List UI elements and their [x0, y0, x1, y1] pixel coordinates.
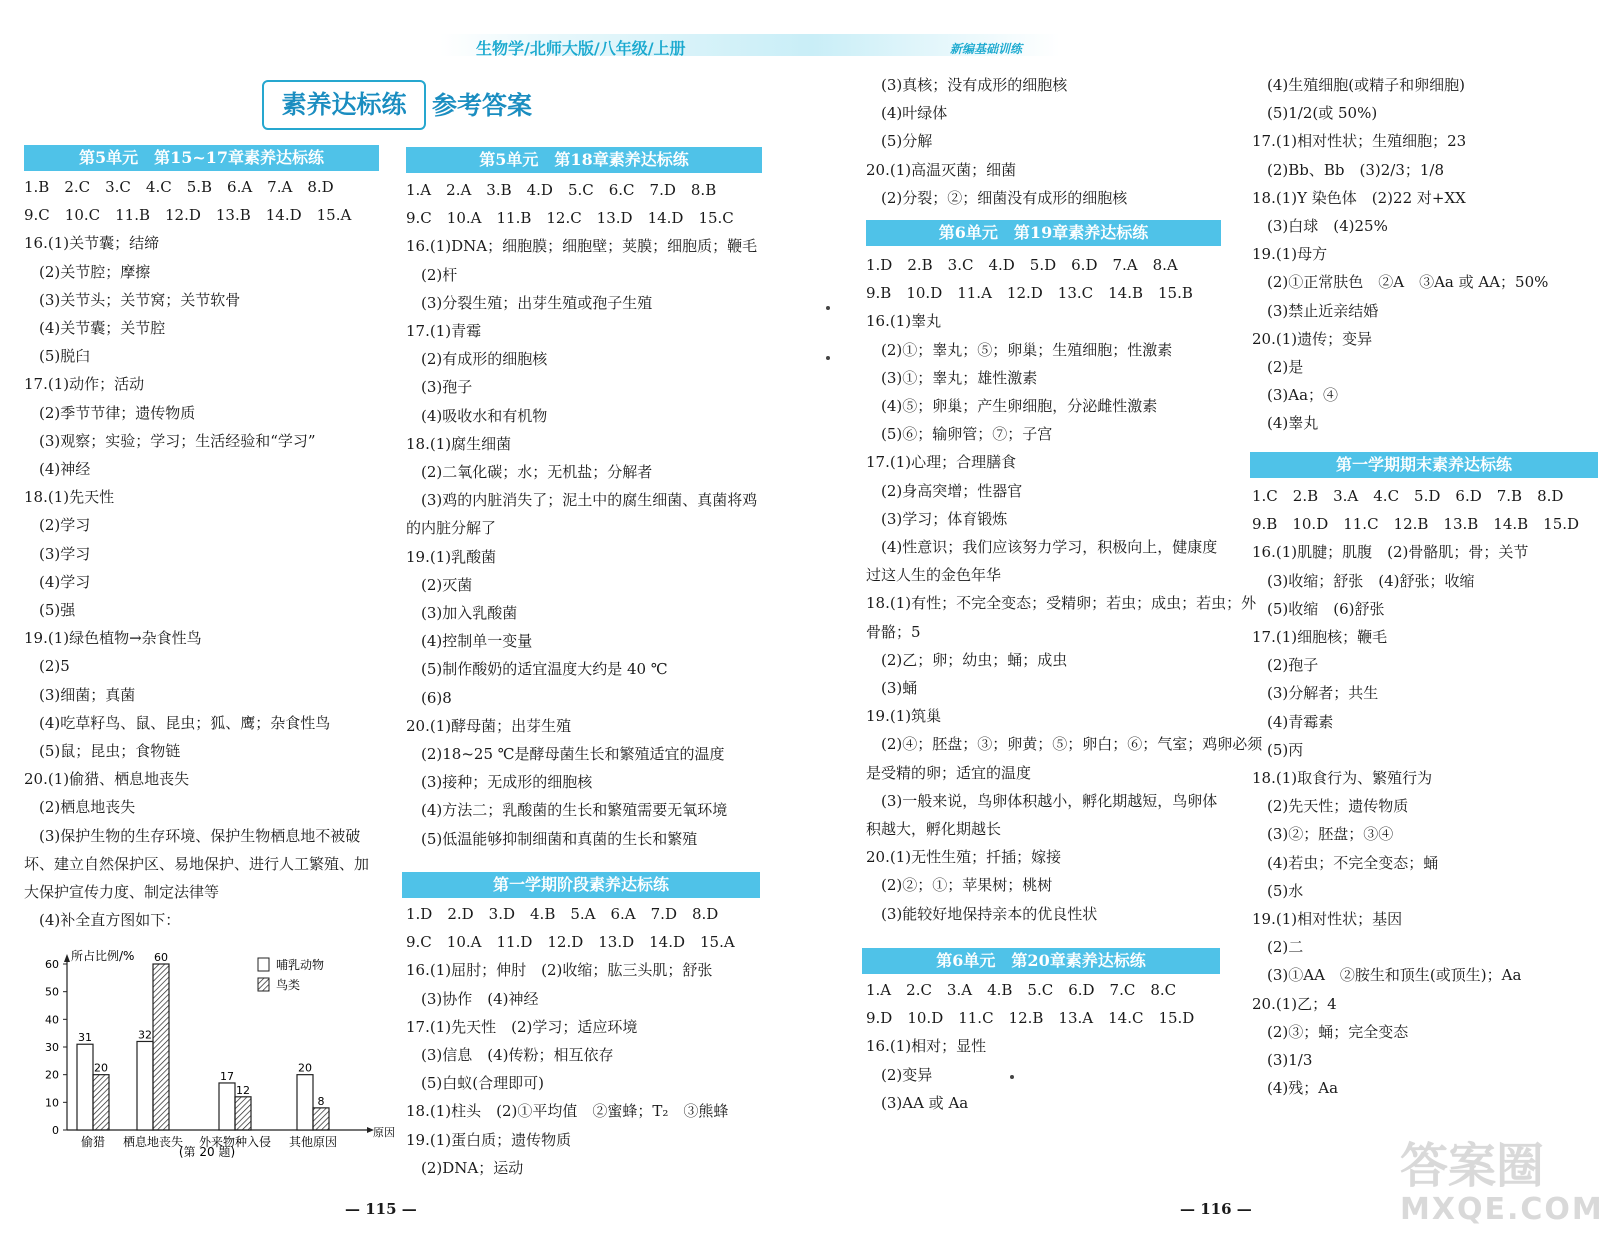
x-tick-label: 其他原因	[288, 1135, 338, 1149]
answer-line: 20.(1)高温灭菌；细菌	[866, 160, 1017, 179]
bar-value-label: 12	[236, 1083, 250, 1097]
answer-line: 16.(1)DNA；细胞膜；细胞壁；荚膜；细胞质；鞭毛	[406, 237, 758, 256]
scan-dot	[826, 306, 830, 310]
answer-line: (3)分解者；共生	[1252, 684, 1379, 703]
x-axis-title: 原因	[373, 1126, 395, 1139]
answer-line: (5)白蚁(合理即可)	[406, 1074, 544, 1093]
answer-line: (6)8	[406, 688, 452, 707]
answer-line: (2)栖息地丧失	[24, 798, 136, 817]
answer-line: (2)学习	[24, 516, 91, 535]
answer-line: 积越大，孵化期越长	[866, 820, 1002, 838]
answer-line: (3)保护生物的生存环境、保护生物栖息地不被破	[24, 826, 361, 845]
bar-bird	[313, 1108, 329, 1130]
bar-bird	[153, 964, 169, 1130]
answer-line: 19.(1)筑巢	[866, 707, 942, 726]
answer-line: 19.(1)绿色植物→杂食性鸟	[24, 629, 202, 648]
bar-value-label: 20	[298, 1061, 312, 1075]
title-badge: 素养达标练	[262, 80, 426, 130]
answer-line: 9.B 10.D 11.C 12.B 13.B 14.B 15.D	[1252, 515, 1580, 534]
title-answers: 参考答案	[432, 91, 533, 120]
answer-line: 1.C 2.B 3.A 4.C 5.D 6.D 7.B 8.D	[1252, 487, 1564, 505]
answer-line: (5)强	[24, 601, 76, 619]
answer-line: (4)⑤；卵巢；产生卵细胞，分泌雌性激素	[866, 397, 1158, 415]
bar-mammal	[77, 1044, 93, 1130]
answer-line: (5)水	[1252, 881, 1304, 900]
answer-line: 16.(1)肌腱；肌腹 (2)骨骼肌；骨；关节	[1252, 543, 1529, 562]
answer-line: (3)真核；没有成形的细胞核	[866, 76, 1068, 94]
answer-line: 16.(1)相对；显性	[866, 1037, 987, 1056]
answer-line: (3)关节头；关节窝；关节软骨	[24, 290, 241, 309]
answer-line: (2)③；蛹；完全变态	[1252, 1022, 1409, 1041]
answer-line: (2)二	[1252, 938, 1304, 957]
answer-line: (3)①；睾丸；雄性激素	[866, 368, 1038, 387]
answer-line: 9.B 10.D 11.A 12.D 13.C 14.B 15.B	[866, 284, 1193, 303]
answer-line: (2)季节节律；遗传物质	[24, 403, 196, 422]
answer-line: (2)身高突增；性器官	[866, 481, 1023, 500]
answer-line: 大保护宣传力度、制定法律等	[24, 883, 220, 901]
section-header: 第一学期期末素养达标练	[1250, 452, 1598, 478]
answer-line: (2)变异	[866, 1065, 933, 1084]
bar-value-label: 8	[317, 1094, 325, 1108]
answer-line: 17.(1)心理；合理膳食	[866, 453, 1017, 472]
answer-line: (3)分裂生殖；出芽生殖或孢子生殖	[406, 293, 653, 312]
answer-line: (2)二氧化碳；水；无机盐；分解者	[406, 463, 653, 481]
section-header: 第5单元 第18章素养达标练	[406, 147, 762, 173]
answer-line: (2)先天性；遗传物质	[1252, 797, 1409, 816]
answer-line: 9.C 10.A 11.D 12.D 13.D 14.D 15.A	[406, 933, 735, 952]
header-subject: 生物学/北师大版/八年级/上册	[476, 39, 686, 58]
answer-line: (4)若虫；不完全变态；蛹	[1252, 853, 1439, 872]
answer-line: (5)制作酸奶的适宜温度大约是 40 ℃	[406, 660, 668, 679]
answer-line: 19.(1)母方	[1252, 245, 1328, 264]
answer-line: (3)①AA ②胺生和顶生(或顶生)；Aa	[1252, 966, 1522, 985]
answer-line: 20.(1)酵母菌；出芽生殖	[406, 716, 572, 735]
answer-line: (4)学习	[24, 572, 91, 591]
legend-swatch	[258, 958, 269, 971]
answer-line: 19.(1)蛋白质；遗传物质	[406, 1130, 572, 1149]
answer-line: 9.D 10.D 11.C 12.B 13.A 14.C 15.D	[866, 1009, 1195, 1028]
answer-line: 17.(1)先天性 (2)学习；适应环境	[406, 1017, 638, 1036]
answer-line: 18.(1)先天性	[24, 488, 115, 507]
answer-line: (2)DNA；运动	[406, 1158, 524, 1177]
y-tick-label: 0	[52, 1124, 59, 1137]
answer-line: (2)④；胚盘；③；卵黄；⑤；卵白；⑥；气室；鸡卵必须	[866, 735, 1263, 754]
answer-line: 18.(1)有性；不完全变态；受精卵；若虫；成虫；若虫；外	[866, 594, 1257, 613]
answer-line: (2)杆	[406, 265, 458, 284]
bar-value-label: 60	[154, 951, 168, 964]
bar-mammal	[297, 1075, 313, 1130]
answer-line: (3)学习	[24, 544, 91, 563]
bar-value-label: 31	[78, 1031, 92, 1045]
y-axis-arrow	[64, 954, 70, 962]
answer-line: 1.D 2.D 3.D 4.B 5.A 6.A 7.D 8.D	[406, 905, 719, 923]
answer-line: (3)AA 或 Aa	[866, 1093, 969, 1112]
answer-line: (3)信息 (4)传粉；相互依存	[406, 1046, 614, 1064]
chart-caption: (第 20 题)	[178, 1145, 236, 1159]
answer-line: (2)是	[1252, 358, 1304, 376]
answer-line: (3)鸡的内脏消失了；泥土中的腐生细菌、真菌将鸡	[406, 491, 758, 510]
answer-line: (5)低温能够抑制细菌和真菌的生长和繁殖	[406, 829, 698, 848]
answer-line: (4)性意识；我们应该努力学习，积极向上，健康度	[866, 538, 1218, 556]
answer-line: (2)乙；卵；幼虫；蛹；成虫	[866, 650, 1068, 669]
y-tick-label: 20	[45, 1068, 59, 1082]
answer-line: (2)①正常肤色 ②A ③Aa 或 AA；50%	[1252, 273, 1549, 292]
answer-line: (3)Aa；④	[1252, 386, 1339, 405]
section-header: 第一学期阶段素养达标练	[402, 872, 760, 898]
y-tick-label: 50	[45, 985, 59, 999]
answer-line: 16.(1)屈肘；伸肘 (2)收缩；肱三头肌；舒张	[406, 961, 713, 980]
answer-line: 17.(1)动作；活动	[24, 375, 145, 394]
header-series: 新编基础训练	[950, 42, 1023, 56]
bar-mammal	[137, 1041, 153, 1130]
watermark-url: MXQE.COM	[1400, 1192, 1604, 1227]
answer-line: 1.D 2.B 3.C 4.D 5.D 6.D 7.A 8.A	[866, 256, 1178, 274]
answer-line: 19.(1)相对性状；基因	[1252, 910, 1403, 928]
answer-line: (3)孢子	[406, 378, 473, 397]
answer-line: (3)白球 (4)25%	[1252, 217, 1388, 235]
answer-line: (4)方法二；乳酸菌的生长和繁殖需要无氧环境	[406, 801, 728, 820]
answer-line: (3)协作 (4)神经	[406, 989, 539, 1008]
bar-mammal	[219, 1083, 235, 1130]
answer-line: 18.(1)腐生细菌	[406, 434, 512, 453]
answer-line: 1.A 2.A 3.B 4.D 5.C 6.C 7.D 8.B	[406, 181, 717, 199]
answer-line: (5)分解	[866, 132, 933, 151]
answer-line: 20.(1)偷猎、栖息地丧失	[24, 770, 190, 789]
answer-line: 17.(1)青霉	[406, 322, 482, 340]
answer-line: 19.(1)乳酸菌	[406, 547, 497, 566]
answer-line: (5)⑥；输卵管；⑦；子宫	[866, 425, 1053, 444]
answer-line: 18.(1)取食行为、繁殖行为	[1252, 769, 1433, 787]
answer-line: 的内脏分解了	[406, 519, 497, 538]
section-header: 第6单元 第20章素养达标练	[862, 948, 1220, 974]
y-axis-title: 所占比例/%	[71, 949, 135, 963]
answer-line: (3)加入乳酸菌	[406, 604, 518, 622]
answer-line: (4)吃草籽鸟、鼠、昆虫；狐、鹰；杂食性鸟	[24, 713, 331, 732]
x-tick-label: 偷猎	[80, 1135, 106, 1149]
answer-line: (3)细菌；真菌	[24, 685, 136, 704]
legend-label: 鸟类	[276, 978, 301, 992]
answer-line: (3)禁止近亲结婚	[1252, 301, 1379, 320]
section-header: 第5单元 第15~17章素养达标练	[24, 145, 379, 171]
answer-line: (5)鼠；昆虫；食物链	[24, 742, 181, 760]
answer-line: (5)收缩 (6)舒张	[1252, 599, 1385, 618]
bar-value-label: 17	[220, 1069, 234, 1083]
legend-swatch	[258, 978, 269, 991]
answer-line: (3)②；胚盘；③④	[1252, 825, 1394, 844]
y-tick-label: 10	[45, 1096, 59, 1110]
answer-line: (3)蛹	[866, 679, 918, 697]
answer-line: (2)灭菌	[406, 575, 473, 594]
answer-line: (4)控制单一变量	[406, 632, 533, 651]
x-tick-label: 外来物种入侵	[198, 1135, 272, 1149]
answer-line: (3)接种；无成形的细胞核	[406, 773, 593, 792]
page-number-left: — 115 —	[345, 1200, 417, 1218]
answer-line: (2)5	[24, 657, 70, 676]
answer-line: 9.C 10.A 11.B 12.C 13.D 14.D 15.C	[406, 209, 734, 228]
y-tick-label: 60	[45, 958, 59, 971]
answer-line: 1.B 2.C 3.C 4.C 5.B 6.A 7.A 8.D	[24, 178, 334, 196]
legend-label: 哺乳动物	[276, 958, 325, 972]
answer-line: (2)分裂；②；细菌没有成形的细胞核	[866, 188, 1128, 207]
answer-line: (2)②；①；苹果树；桃树	[866, 876, 1053, 895]
answer-line: (2)①；睾丸；⑤；卵巢；生殖细胞；性激素	[866, 340, 1173, 359]
answer-line: 1.A 2.C 3.A 4.B 5.C 6.D 7.C 8.C	[866, 981, 1177, 999]
answer-line: (5)脱臼	[24, 347, 91, 366]
x-tick-label: 栖息地丧失	[122, 1135, 184, 1149]
answer-line: 过这人生的金色年华	[866, 566, 1002, 585]
answer-line: (4)神经	[24, 460, 91, 478]
answer-line: (2)孢子	[1252, 656, 1319, 675]
answer-line: 9.C 10.C 11.B 12.D 13.B 14.D 15.A	[24, 206, 352, 225]
section-header: 第6单元 第19章素养达标练	[866, 220, 1221, 246]
answer-line: (4)生殖细胞(或精子和卵细胞)	[1252, 76, 1465, 94]
answer-line: 是受精的卵；适宜的温度	[866, 763, 1032, 782]
scan-dot	[1010, 1075, 1014, 1079]
answer-line: (2)关节腔；摩擦	[24, 262, 151, 281]
y-tick-label: 40	[45, 1013, 59, 1027]
answer-line: (3)1/3	[1252, 1051, 1313, 1069]
bar-bird	[93, 1075, 109, 1130]
answer-line: (4)关节囊；关节腔	[24, 319, 166, 337]
answer-line: 17.(1)相对性状；生殖细胞；23	[1252, 132, 1467, 151]
answer-line: (4)青霉素	[1252, 712, 1334, 731]
bar-value-label: 32	[138, 1028, 152, 1042]
answer-line: 16.(1)关节囊；结缔	[24, 234, 160, 253]
answer-line: (5)丙	[1252, 740, 1304, 759]
bar-value-label: 20	[94, 1061, 108, 1075]
answer-line: (2)Bb、Bb (3)2/3；1/8	[1252, 160, 1445, 179]
answer-line: (4)补全直方图如下：	[24, 911, 181, 930]
answer-line: (3)能较好地保持亲本的优良性状	[866, 904, 1098, 923]
answer-line: (4)睾丸	[1252, 414, 1319, 433]
answer-line: (3)学习；体育锻炼	[866, 509, 1008, 528]
bar-chart-svg	[22, 948, 395, 1163]
answer-line: (3)收缩；舒张 (4)舒张；收缩	[1252, 571, 1475, 590]
answer-line: 18.(1)柱头 (2)①平均值 ②蜜蜂；T₂ ③熊蜂	[406, 1102, 729, 1121]
answer-line: 骨骼；5	[866, 622, 921, 641]
bar-bird	[235, 1097, 251, 1130]
answer-line: 20.(1)乙；4	[1252, 994, 1337, 1013]
answer-line: 20.(1)遗传；变异	[1252, 329, 1373, 348]
answer-line: (5)1/2(或 50%)	[1252, 104, 1378, 123]
watermark	[1400, 1140, 1604, 1227]
answer-line: (4)叶绿体	[866, 104, 948, 123]
answer-line: (2)有成形的细胞核	[406, 350, 548, 369]
answer-line: 18.(1)Y 染色体 (2)22 对+XX	[1252, 188, 1466, 207]
answer-line: 20.(1)无性生殖；扦插；嫁接	[866, 848, 1062, 867]
bar-chart	[22, 948, 395, 1167]
answer-line: (2)18~25 ℃是酵母菌生长和繁殖适宜的温度	[406, 745, 725, 763]
y-tick-label: 30	[45, 1041, 59, 1054]
answer-line: (4)残；Aa	[1252, 1079, 1339, 1098]
watermark-logo-text: 答案圈	[1400, 1138, 1545, 1194]
answer-line: 坏、建立自然保护区、易地保护、进行人工繁殖、加	[24, 854, 370, 873]
answer-line: (4)吸收水和有机物	[406, 406, 548, 425]
answer-line: 17.(1)细胞核；鞭毛	[1252, 628, 1388, 646]
page-number-right: — 116 —	[1180, 1200, 1252, 1218]
answer-line: (3)一般来说，鸟卵体积越小，孵化期越短，鸟卵体	[866, 791, 1218, 810]
scan-dot	[826, 356, 830, 360]
answer-line: (3)观察；实验；学习；生活经验和“学习”	[24, 431, 316, 450]
answer-line: 16.(1)睾丸	[866, 312, 942, 331]
